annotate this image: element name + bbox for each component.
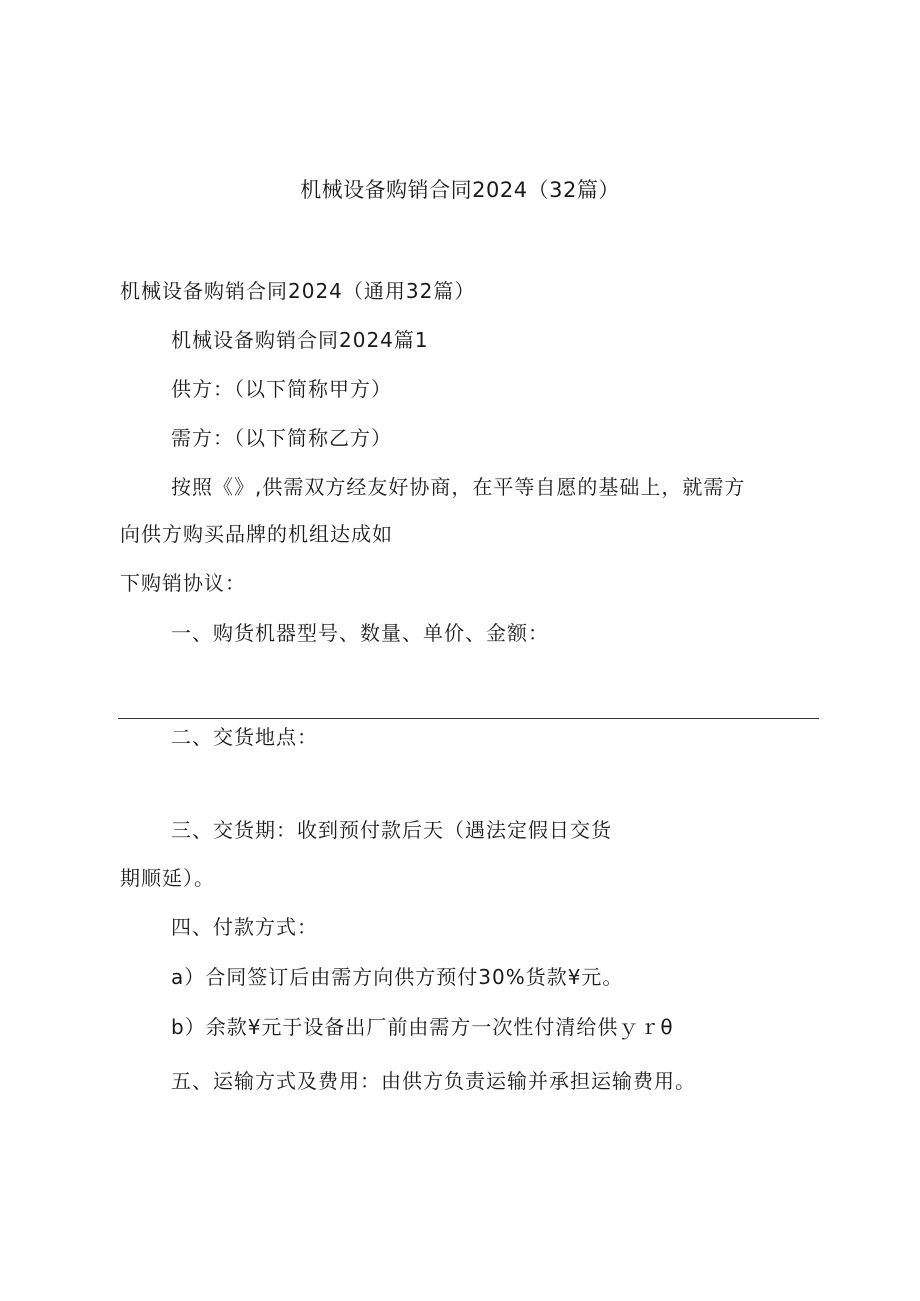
intro-line-3: 下购销协议：: [120, 571, 246, 595]
section-heading: 机械设备购销合同2024篇1: [171, 328, 429, 352]
buyer-line: 需方：（以下简称乙方）: [171, 426, 392, 450]
intro-line-1: 按照《》,供需双方经友好协商，在平等自愿的基础上，就需方: [171, 475, 746, 499]
clause-4: 四、付款方式：: [171, 915, 318, 939]
clause-1: 一、购货机器型号、数量、单价、金额：: [171, 621, 549, 645]
intro-line-2: 向供方购买品牌的机组达成如: [120, 522, 393, 546]
table-rule: [118, 718, 819, 719]
clause-3-line-1: 三、交货期：收到预付款后天（遇法定假日交货: [171, 818, 612, 842]
clause-4a: a）合同签订后由需方向供方预付30%货款¥元。: [171, 965, 624, 989]
supplier-line: 供方：（以下简称甲方）: [171, 377, 392, 401]
clause-2: 二、交货地点：: [171, 725, 318, 749]
document-subtitle: 机械设备购销合同2024（通用32篇）: [120, 279, 476, 303]
clause-5: 五、运输方式及费用：由供方负责运输并承担运输费用。: [171, 1069, 696, 1093]
document-title: 机械设备购销合同2024（32篇）: [300, 178, 620, 202]
clause-4b: b）余款¥元于设备出厂前由需方一次性付清给供ｙｒθ: [171, 1015, 674, 1039]
clause-3-line-2: 期顺延）。: [120, 866, 215, 890]
